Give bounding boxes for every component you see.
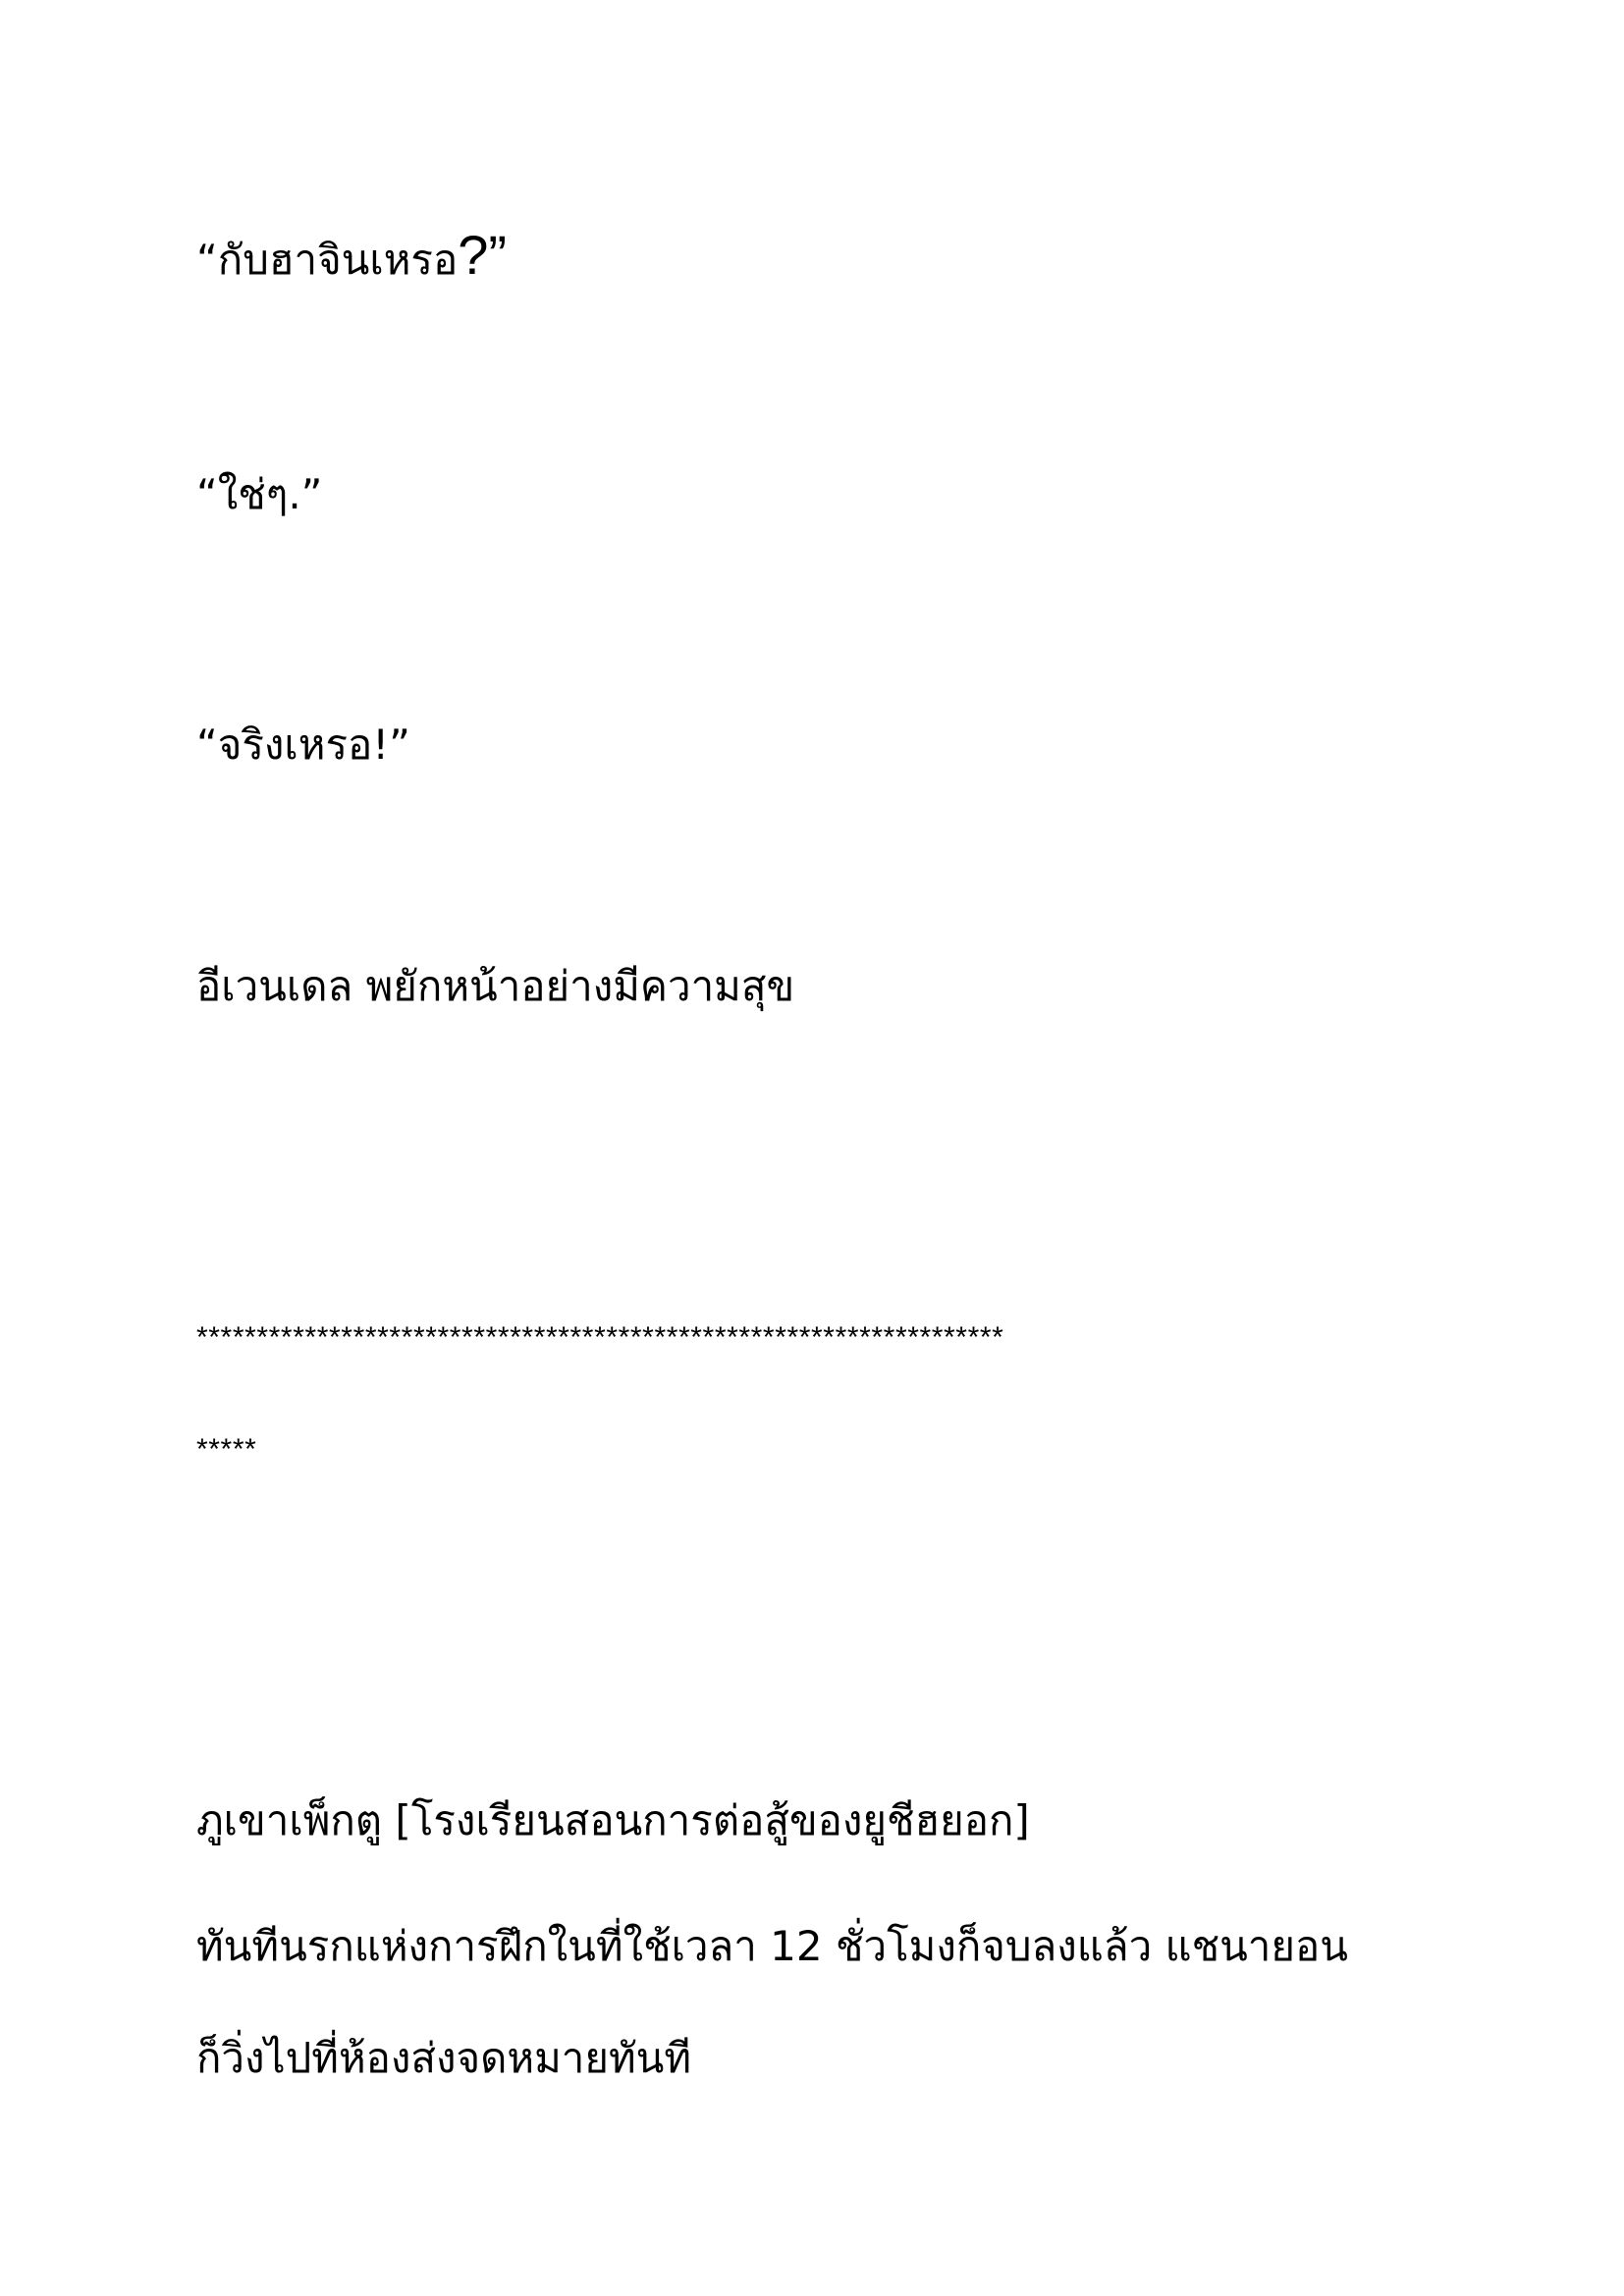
question-mark: ?” <box>458 224 508 286</box>
scene-break-stars: ******************************************************************* <box>196 1321 1004 1354</box>
location-heading: ภูเขาเพ็กตู [โรงเรียนสอนการต่อสู้ของยูชีฮยอก] <box>196 1796 1030 1844</box>
paragraph-line-2: ก็วิ่งไปที่ห้องส่งจดหมายทันที <box>196 2034 692 2082</box>
dialogue-line-2: “ใช่ๆ.” <box>196 470 323 518</box>
dialogue-line-3: “จริงเหรอ!” <box>196 721 410 769</box>
scene-break-stars-continued: ***** <box>196 1433 257 1466</box>
narration-line: อีเวนเดล พยักหน้าอย่างมีความสุข <box>196 962 795 1010</box>
dialogue-text: “กับฮาจินเหรอ <box>196 236 459 284</box>
dialogue-line-1 <box>196 224 508 286</box>
paragraph-line-1: ทันทีนรกแห่งการฝึกในที่ใช้เวลา 12 ชั่วโมงก็จบลงแล้ว แชนายอน <box>196 1922 1348 1970</box>
